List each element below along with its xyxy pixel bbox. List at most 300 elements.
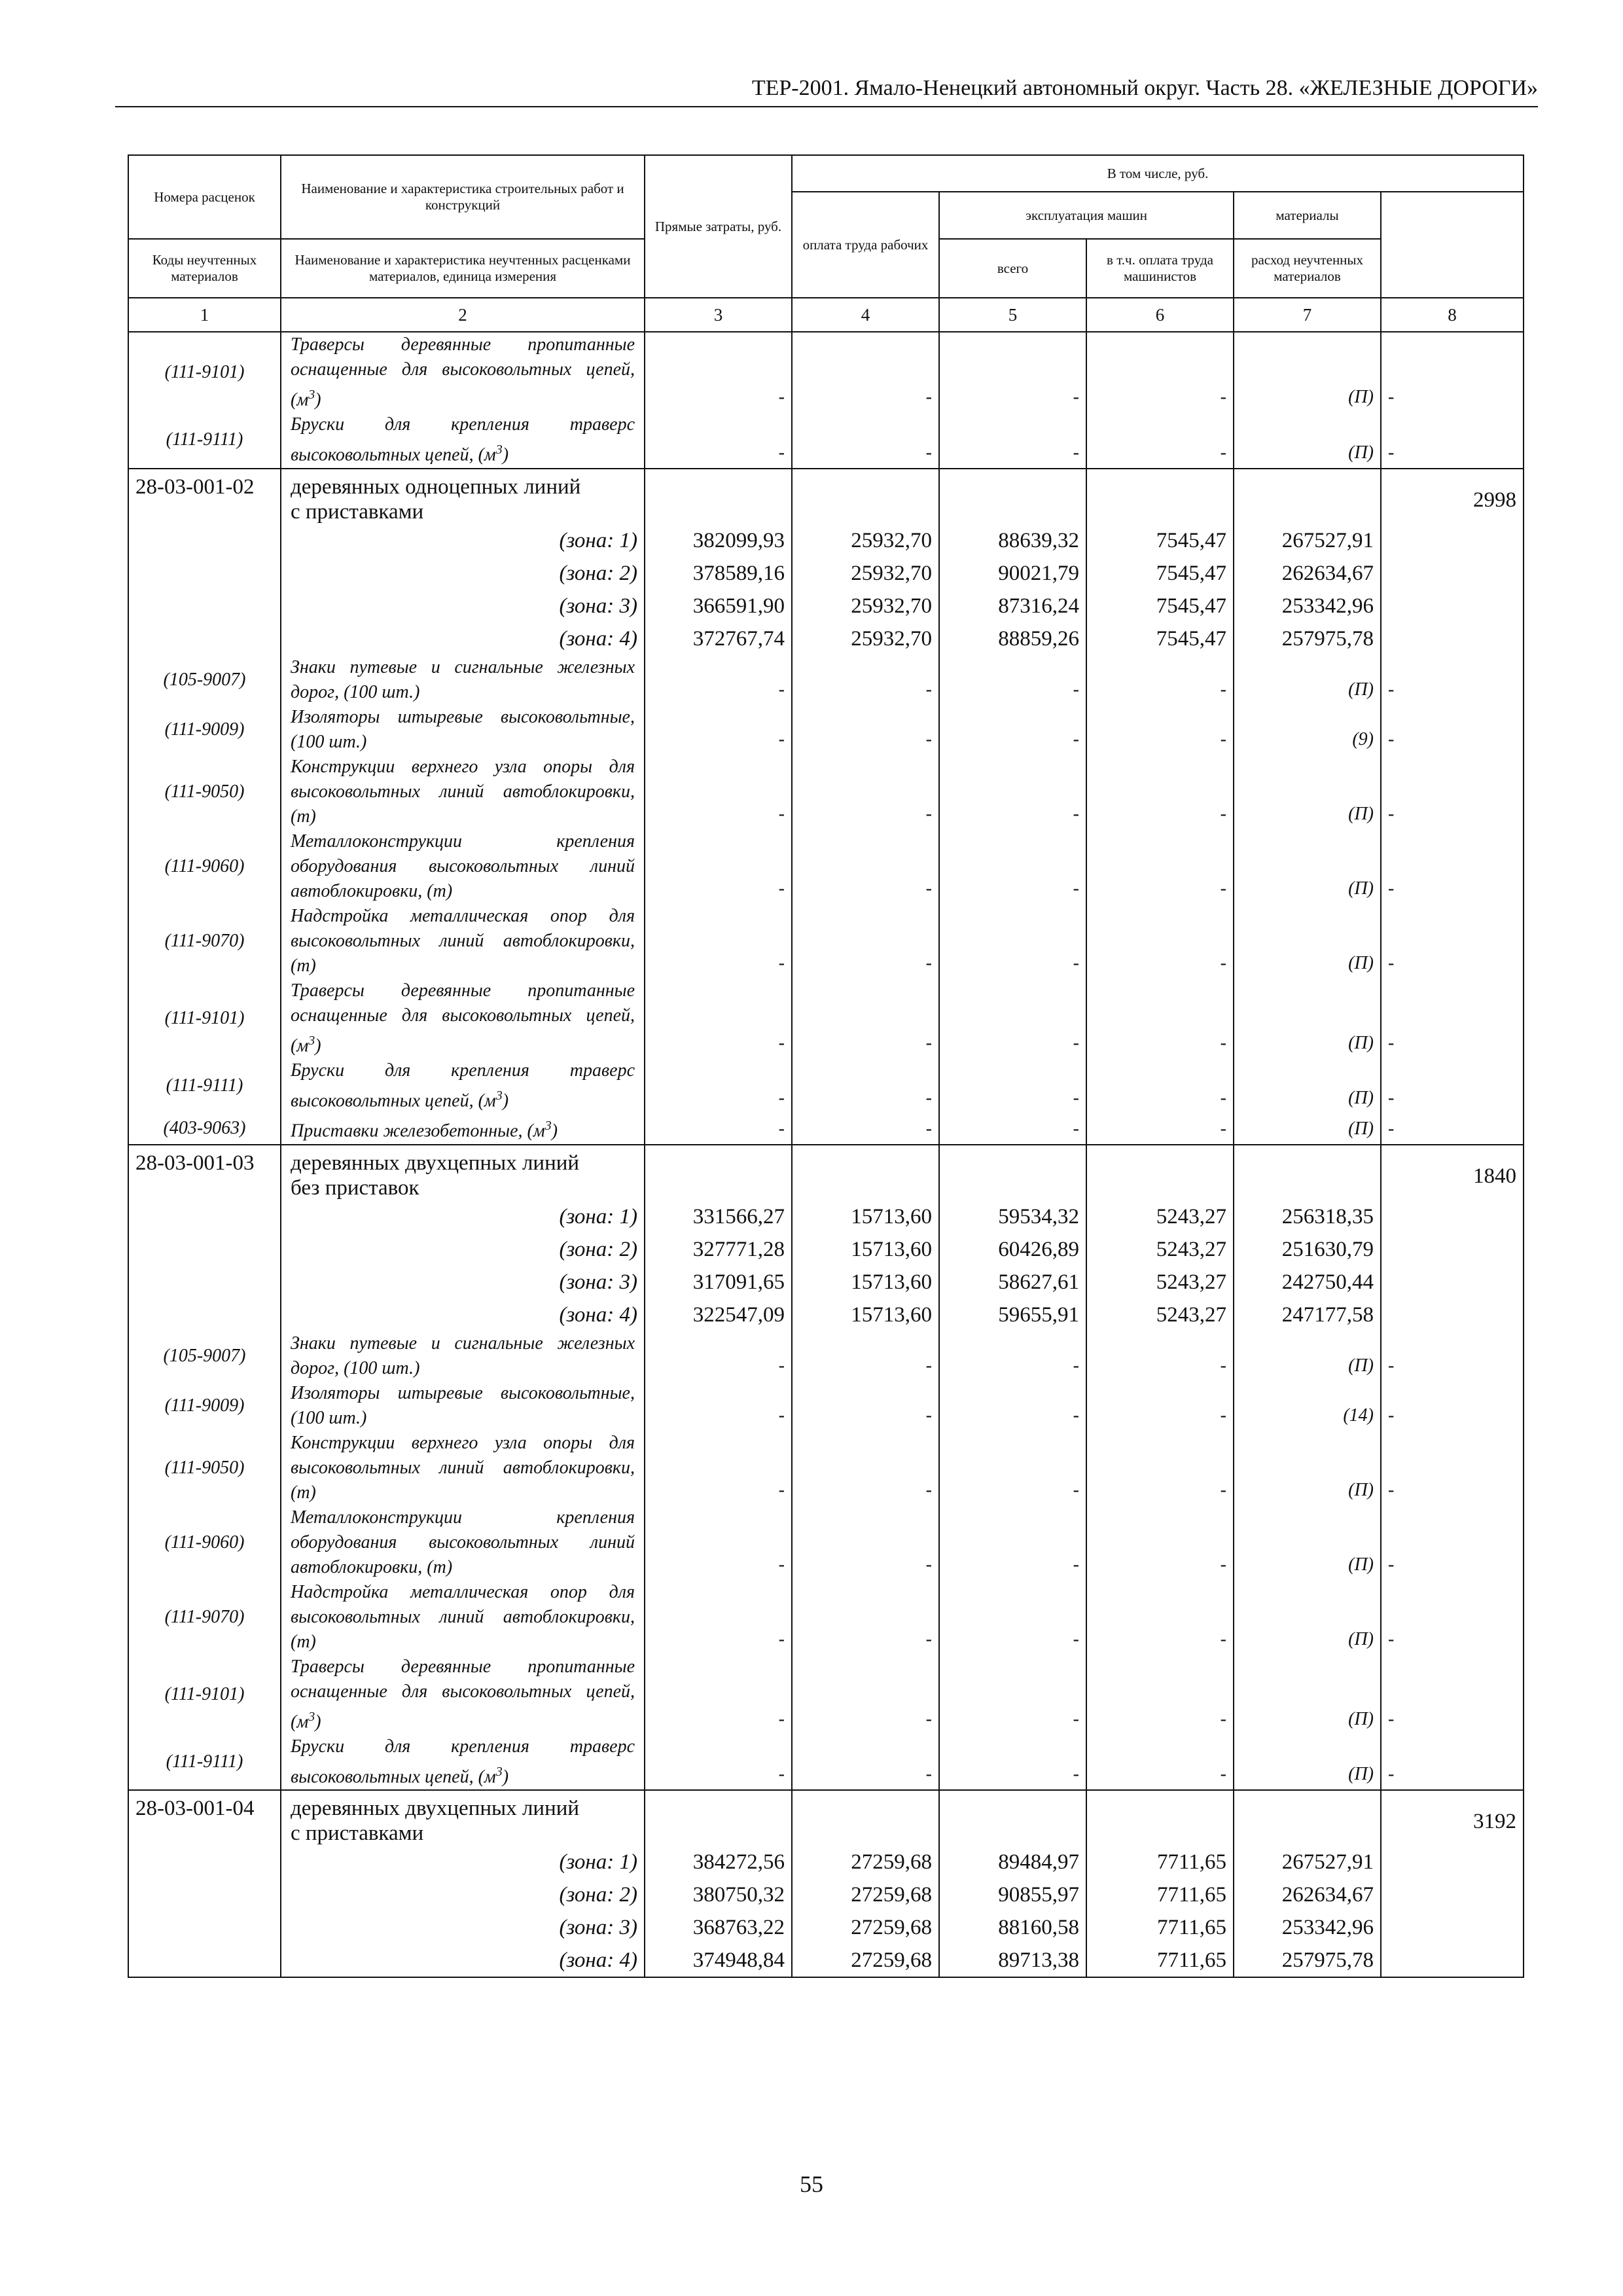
value-cell: - — [792, 1381, 939, 1431]
zone-row — [128, 1944, 1524, 1977]
material-name — [281, 1113, 645, 1144]
material-consumption: (14) — [1234, 1381, 1381, 1431]
material-consumption: (П) — [1234, 332, 1381, 412]
material-name — [281, 829, 645, 904]
zone-value: 382099,93 — [645, 524, 792, 557]
material-code: (111-9101) — [128, 978, 281, 1058]
value-cell: - — [939, 1058, 1086, 1113]
rate-name-line1: деревянных двухцепных линий — [291, 1151, 580, 1175]
material-row — [128, 1113, 1524, 1144]
material-name-text: Конструкции верхнего узла опоры для высоковольтных линий автоблокировки, (т) — [291, 756, 635, 827]
value-cell: - — [645, 1381, 792, 1431]
unit-superscript: 3 — [495, 1764, 503, 1779]
value-cell: - — [645, 412, 792, 468]
value-cell: - — [939, 1113, 1086, 1144]
empty-cell — [1381, 1846, 1524, 1878]
empty-cell — [128, 1846, 281, 1878]
material-row — [128, 1655, 1524, 1734]
empty-cell — [128, 1200, 281, 1233]
head-col2-bottom: Наименование и характеристика неучтенных расценками материалов, единица измерения — [281, 239, 645, 298]
material-consumption: (9) — [1234, 705, 1381, 755]
head-col1-bottom: Коды неучтенных материалов — [128, 239, 281, 298]
value-cell: - — [939, 904, 1086, 978]
material-code: (111-9009) — [128, 705, 281, 755]
empty-cell — [1381, 1200, 1524, 1233]
zone-value: 7545,47 — [1086, 622, 1234, 655]
value-cell: - — [939, 1505, 1086, 1580]
value-cell: - — [939, 829, 1086, 904]
empty-cell — [1381, 1299, 1524, 1331]
zone-value: 90021,79 — [939, 557, 1086, 590]
material-row — [128, 1431, 1524, 1505]
zone-row — [128, 557, 1524, 590]
value-cell: - — [645, 1331, 792, 1381]
empty-cell — [128, 557, 281, 590]
empty-cell — [1381, 622, 1524, 655]
labor-cell: - — [1381, 1580, 1524, 1655]
zone-value: 25932,70 — [792, 622, 939, 655]
zone-value: 257975,78 — [1234, 622, 1381, 655]
value-cell: - — [792, 978, 939, 1058]
empty-cell — [128, 1299, 281, 1331]
value-cell: - — [792, 332, 939, 412]
value-cell: - — [645, 904, 792, 978]
zone-value: 88160,58 — [939, 1911, 1086, 1944]
labor-cell: - — [1381, 1734, 1524, 1790]
material-name-text: Конструкции верхнего узла опоры для высоковольтных линий автоблокировки, (т) — [291, 1432, 635, 1503]
head-incl: В том числе, руб. — [792, 155, 1524, 192]
material-consumption: (П) — [1234, 1431, 1381, 1505]
zone-value: 242750,44 — [1234, 1266, 1381, 1299]
zone-value: 5243,27 — [1086, 1200, 1234, 1233]
value-cell: - — [645, 978, 792, 1058]
value-cell: - — [792, 1058, 939, 1113]
value-cell: - — [792, 1113, 939, 1144]
material-name-text: Металлоконструкции крепления оборудования высоковольтных линий автоблокировки, (т) — [291, 831, 635, 901]
unit-superscript: 3 — [308, 1709, 315, 1724]
value-cell: - — [939, 1331, 1086, 1381]
material-consumption: (П) — [1234, 412, 1381, 468]
material-name-text: Знаки путевые и сигнальные железных дорог, (100 шт.) — [291, 656, 635, 702]
value-cell: - — [645, 755, 792, 829]
unit-close: ) — [502, 444, 509, 465]
table-header — [128, 155, 1524, 332]
zone-row — [128, 1299, 1524, 1331]
material-consumption: (П) — [1234, 1331, 1381, 1381]
material-row — [128, 755, 1524, 829]
zone-value: 58627,61 — [939, 1266, 1086, 1299]
empty-cell — [792, 1790, 939, 1846]
zone-value: 15713,60 — [792, 1200, 939, 1233]
material-code: (105-9007) — [128, 655, 281, 705]
value-cell: - — [939, 1381, 1086, 1431]
empty-cell — [792, 1145, 939, 1200]
value-cell: - — [1086, 755, 1234, 829]
empty-cell — [1381, 557, 1524, 590]
labor-cell: - — [1381, 1431, 1524, 1505]
labor-cost: 2998 — [1381, 469, 1524, 524]
zone-value: 251630,79 — [1234, 1233, 1381, 1266]
value-cell: - — [1086, 1431, 1234, 1505]
material-code: (111-9111) — [128, 412, 281, 468]
material-code: (105-9007) — [128, 1331, 281, 1381]
material-row — [128, 1734, 1524, 1790]
value-cell: - — [939, 1431, 1086, 1505]
zone-value: 253342,96 — [1234, 1911, 1381, 1944]
zone-value: 253342,96 — [1234, 590, 1381, 622]
unit-close: ) — [502, 1767, 509, 1787]
material-row — [128, 1331, 1524, 1381]
head-col3: Прямые затраты, руб. — [645, 155, 792, 298]
zone-value: 322547,09 — [645, 1299, 792, 1331]
material-code: (111-9050) — [128, 1431, 281, 1505]
material-row — [128, 1381, 1524, 1431]
empty-cell — [1381, 590, 1524, 622]
zone-value: 5243,27 — [1086, 1266, 1234, 1299]
unit-superscript: 3 — [544, 1119, 552, 1134]
zone-value: 15713,60 — [792, 1299, 939, 1331]
zone-row — [128, 590, 1524, 622]
labor-cost: 1840 — [1381, 1145, 1524, 1200]
head-machines: эксплуатация машин — [939, 192, 1234, 239]
zone-value: 59655,91 — [939, 1299, 1086, 1331]
zone-row — [128, 1911, 1524, 1944]
price-table — [128, 154, 1524, 1978]
material-name — [281, 755, 645, 829]
value-cell: - — [1086, 904, 1234, 978]
labor-cost: 3192 — [1381, 1790, 1524, 1846]
rate-code: 28-03-001-03 — [128, 1145, 281, 1200]
value-cell: - — [1086, 1058, 1234, 1113]
zone-value: 384272,56 — [645, 1846, 792, 1878]
material-name — [281, 1505, 645, 1580]
material-code: (111-9101) — [128, 1655, 281, 1734]
material-consumption: (П) — [1234, 1505, 1381, 1580]
zone-value: 331566,27 — [645, 1200, 792, 1233]
zone-value: 25932,70 — [792, 524, 939, 557]
unit-close: ) — [315, 389, 321, 410]
value-cell: - — [1086, 1655, 1234, 1734]
rate-row — [128, 469, 1524, 524]
empty-cell — [128, 1233, 281, 1266]
material-code: (111-9060) — [128, 829, 281, 904]
zone-value: 7711,65 — [1086, 1944, 1234, 1977]
empty-cell — [645, 469, 792, 524]
zone-label: (зона: 4) — [281, 1299, 645, 1331]
head-col1-top: Номера расценок — [128, 155, 281, 239]
value-cell: - — [792, 1580, 939, 1655]
material-consumption: (П) — [1234, 1655, 1381, 1734]
material-code: (111-9060) — [128, 1505, 281, 1580]
zone-row — [128, 1200, 1524, 1233]
value-cell: - — [792, 1655, 939, 1734]
value-cell: - — [1086, 1580, 1234, 1655]
value-cell: - — [1086, 978, 1234, 1058]
material-name — [281, 655, 645, 705]
zone-value: 267527,91 — [1234, 1846, 1381, 1878]
column-number: 3 — [645, 298, 792, 332]
unit-superscript: 3 — [308, 387, 315, 402]
empty-cell — [128, 524, 281, 557]
value-cell: - — [939, 412, 1086, 468]
rate-name-line2: без приставок — [291, 1175, 419, 1200]
value-cell: - — [792, 1431, 939, 1505]
zone-value: 15713,60 — [792, 1266, 939, 1299]
zone-label: (зона: 1) — [281, 1200, 645, 1233]
zone-value: 7545,47 — [1086, 590, 1234, 622]
zone-value: 7545,47 — [1086, 557, 1234, 590]
rate-code: 28-03-001-02 — [128, 469, 281, 524]
zone-value: 262634,67 — [1234, 557, 1381, 590]
zone-row — [128, 1266, 1524, 1299]
value-cell: - — [1086, 332, 1234, 412]
column-number: 2 — [281, 298, 645, 332]
zone-row — [128, 1233, 1524, 1266]
value-cell: - — [792, 1505, 939, 1580]
empty-cell — [1234, 469, 1381, 524]
zone-value: 262634,67 — [1234, 1878, 1381, 1911]
value-cell: - — [645, 332, 792, 412]
value-cell: - — [1086, 655, 1234, 705]
empty-cell — [128, 590, 281, 622]
value-cell: - — [792, 705, 939, 755]
material-name-text: Знаки путевые и сигнальные железных дорог, (100 шт.) — [291, 1333, 635, 1378]
material-row — [128, 904, 1524, 978]
unit-superscript: 3 — [495, 1088, 503, 1103]
material-name — [281, 1431, 645, 1505]
zone-value: 60426,89 — [939, 1233, 1086, 1266]
empty-cell — [1086, 1145, 1234, 1200]
material-consumption: (П) — [1234, 978, 1381, 1058]
material-name — [281, 904, 645, 978]
zone-label: (зона: 4) — [281, 622, 645, 655]
material-name-text: Металлоконструкции крепления оборудования высоковольтных линий автоблокировки, (т) — [291, 1507, 635, 1577]
material-row — [128, 412, 1524, 468]
empty-cell — [939, 1145, 1086, 1200]
empty-cell — [645, 1145, 792, 1200]
empty-cell — [1381, 1944, 1524, 1977]
zone-label: (зона: 2) — [281, 1233, 645, 1266]
unit-close: ) — [315, 1035, 321, 1056]
value-cell: - — [1086, 705, 1234, 755]
empty-cell — [128, 1878, 281, 1911]
zone-value: 27259,68 — [792, 1911, 939, 1944]
value-cell: - — [1086, 1113, 1234, 1144]
labor-cell: - — [1381, 1505, 1524, 1580]
zone-value: 27259,68 — [792, 1878, 939, 1911]
zone-value: 89484,97 — [939, 1846, 1086, 1878]
material-code: (403-9063) — [128, 1113, 281, 1144]
value-cell: - — [1086, 1734, 1234, 1790]
zone-value: 7711,65 — [1086, 1846, 1234, 1878]
zone-value: 89713,38 — [939, 1944, 1086, 1977]
zone-value: 25932,70 — [792, 557, 939, 590]
material-name-text: Бруски для крепления траверс высоковольтных цепей, (м — [291, 1736, 635, 1787]
zone-value: 257975,78 — [1234, 1944, 1381, 1977]
value-cell: - — [792, 755, 939, 829]
column-number: 6 — [1086, 298, 1234, 332]
value-cell: - — [645, 829, 792, 904]
unit-close: ) — [502, 1090, 509, 1111]
value-cell: - — [939, 1734, 1086, 1790]
labor-cell: - — [1381, 655, 1524, 705]
material-name-text: Траверсы деревянные пропитанные оснащенные для высоковольтных цепей, (м — [291, 980, 635, 1056]
running-header — [115, 73, 1538, 107]
value-cell: - — [645, 1655, 792, 1734]
material-name — [281, 1381, 645, 1431]
material-code: (111-9070) — [128, 904, 281, 978]
labor-cell: - — [1381, 1655, 1524, 1734]
labor-cell: - — [1381, 829, 1524, 904]
unit-close: ) — [315, 1711, 321, 1732]
zone-value: 267527,91 — [1234, 524, 1381, 557]
zone-label: (зона: 1) — [281, 524, 645, 557]
zone-value: 374948,84 — [645, 1944, 792, 1977]
zone-label: (зона: 4) — [281, 1944, 645, 1977]
column-number: 4 — [792, 298, 939, 332]
empty-cell — [128, 1944, 281, 1977]
empty-cell — [1234, 1790, 1381, 1846]
value-cell: - — [1086, 1505, 1234, 1580]
zone-label: (зона: 2) — [281, 557, 645, 590]
labor-cell: - — [1381, 978, 1524, 1058]
material-name — [281, 412, 645, 468]
material-code: (111-9101) — [128, 332, 281, 412]
material-row — [128, 1505, 1524, 1580]
empty-cell — [1381, 524, 1524, 557]
labor-cell: - — [1381, 705, 1524, 755]
zone-value: 256318,35 — [1234, 1200, 1381, 1233]
value-cell: - — [792, 412, 939, 468]
material-row — [128, 978, 1524, 1058]
rate-name-line2: с приставками — [291, 1821, 424, 1846]
column-number: 1 — [128, 298, 281, 332]
zone-label: (зона: 1) — [281, 1846, 645, 1878]
material-consumption: (П) — [1234, 829, 1381, 904]
material-consumption: (П) — [1234, 1580, 1381, 1655]
rate-code: 28-03-001-04 — [128, 1790, 281, 1846]
value-cell: - — [645, 1734, 792, 1790]
table-body — [128, 332, 1524, 1977]
column-numbers-row — [128, 298, 1524, 332]
material-consumption: (П) — [1234, 1058, 1381, 1113]
value-cell: - — [939, 705, 1086, 755]
empty-cell — [1086, 1790, 1234, 1846]
value-cell: - — [792, 829, 939, 904]
material-name-text: Надстройка металлическая опор для высоковольтных линий автоблокировки, (т) — [291, 905, 635, 976]
rate-row — [128, 1790, 1524, 1846]
empty-cell — [128, 622, 281, 655]
material-name-text: Надстройка металлическая опор для высоковольтных линий автоблокировки, (т) — [291, 1581, 635, 1652]
zone-value: 87316,24 — [939, 590, 1086, 622]
head-col7: расход неучтенных материалов — [1234, 239, 1381, 298]
material-code: (111-9050) — [128, 755, 281, 829]
unit-close: ) — [551, 1121, 558, 1141]
material-name-text: Изоляторы штыревые высоковольтные, (100 шт.) — [291, 1382, 635, 1428]
empty-cell — [1086, 469, 1234, 524]
head-col4: оплата труда рабочих — [792, 192, 939, 298]
unit-superscript: 3 — [308, 1033, 315, 1048]
zone-value: 59534,32 — [939, 1200, 1086, 1233]
zone-value: 90855,97 — [939, 1878, 1086, 1911]
zone-value: 7545,47 — [1086, 524, 1234, 557]
value-cell: - — [645, 705, 792, 755]
rate-name-line1: деревянных одноцепных линий — [291, 475, 581, 499]
zone-row — [128, 1846, 1524, 1878]
unit-superscript: 3 — [495, 442, 503, 457]
empty-cell — [128, 1266, 281, 1299]
material-row — [128, 332, 1524, 412]
head-col2-top: Наименование и характеристика строительных работ и конструкций — [281, 155, 645, 239]
material-name — [281, 1655, 645, 1734]
material-name-text: Приставки железобетонные, (м — [291, 1121, 545, 1141]
value-cell: - — [645, 1505, 792, 1580]
zone-value: 15713,60 — [792, 1233, 939, 1266]
material-name — [281, 332, 645, 412]
rate-name-line1: деревянных двухцепных линий — [291, 1797, 580, 1821]
rate-name-line2: с приставками — [291, 499, 424, 524]
zone-value: 7711,65 — [1086, 1911, 1234, 1944]
material-name — [281, 1580, 645, 1655]
empty-cell — [1234, 1145, 1381, 1200]
material-row — [128, 1580, 1524, 1655]
material-code: (111-9111) — [128, 1058, 281, 1113]
material-name-text: Бруски для крепления траверс высоковольтных цепей, (м — [291, 1060, 635, 1111]
value-cell: - — [792, 904, 939, 978]
zone-value: 5243,27 — [1086, 1299, 1234, 1331]
material-name-text: Изоляторы штыревые высоковольтные, (100 шт.) — [291, 706, 635, 752]
material-name — [281, 978, 645, 1058]
column-number: 5 — [939, 298, 1086, 332]
labor-cell: - — [1381, 904, 1524, 978]
value-cell: - — [792, 1331, 939, 1381]
material-name — [281, 1734, 645, 1790]
material-row — [128, 655, 1524, 705]
value-cell: - — [1086, 1381, 1234, 1431]
material-consumption: (П) — [1234, 1734, 1381, 1790]
head-materials: материалы — [1234, 192, 1381, 239]
value-cell: - — [792, 655, 939, 705]
value-cell: - — [1086, 412, 1234, 468]
column-number: 7 — [1234, 298, 1381, 332]
zone-value: 317091,65 — [645, 1266, 792, 1299]
labor-cell: - — [1381, 412, 1524, 468]
zone-label: (зона: 3) — [281, 1266, 645, 1299]
material-name-text: Траверсы деревянные пропитанные оснащенные для высоковольтных цепей, (м — [291, 1656, 635, 1732]
value-cell: - — [645, 1431, 792, 1505]
zone-value: 7711,65 — [1086, 1878, 1234, 1911]
value-cell: - — [645, 1113, 792, 1144]
rate-name — [281, 469, 645, 524]
labor-cell: - — [1381, 1331, 1524, 1381]
head-col6: в т.ч. оплата труда машинистов — [1086, 239, 1234, 298]
zone-label: (зона: 3) — [281, 1911, 645, 1944]
zone-value: 327771,28 — [645, 1233, 792, 1266]
material-row — [128, 1058, 1524, 1113]
value-cell: - — [645, 655, 792, 705]
zone-value: 378589,16 — [645, 557, 792, 590]
empty-cell — [1381, 1878, 1524, 1911]
value-cell: - — [792, 1734, 939, 1790]
value-cell: - — [939, 1655, 1086, 1734]
material-code: (111-9070) — [128, 1580, 281, 1655]
rate-name — [281, 1790, 645, 1846]
empty-cell — [645, 1790, 792, 1846]
zone-value: 88639,32 — [939, 524, 1086, 557]
zone-value: 368763,22 — [645, 1911, 792, 1944]
empty-cell — [792, 469, 939, 524]
material-row — [128, 829, 1524, 904]
